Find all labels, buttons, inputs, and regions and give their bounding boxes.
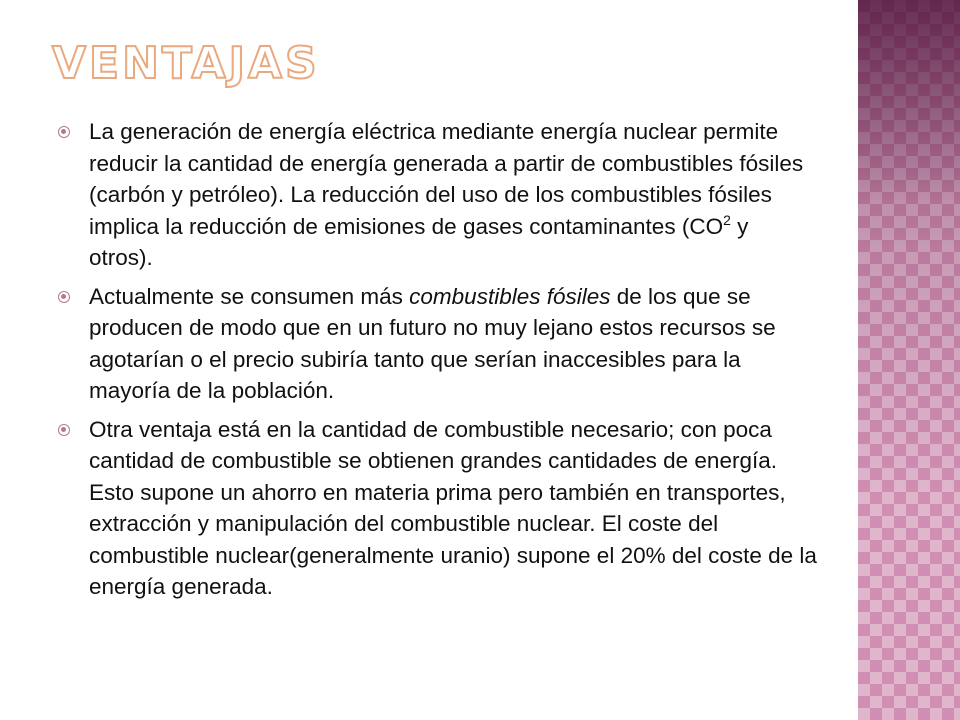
slide-title: VENTAJAS: [52, 38, 320, 89]
bullet-item: [58, 281, 818, 407]
bullet-text: y otros).: [89, 213, 749, 270]
emphasis-text: combustibles fósiles: [409, 283, 611, 309]
circle-bullet-icon: [58, 126, 70, 138]
subscript-text: 2: [723, 211, 731, 228]
bullet-item: [58, 116, 818, 274]
decorative-side-panel: [858, 0, 960, 720]
bullet-item: [58, 414, 818, 603]
bullet-text: Actualmente se consumen más: [89, 283, 410, 309]
bullet-text: La generación de energía eléctrica mediante energía nuclear permite reducir la cantidad de energía generada a partir de combustibles fósiles (carbón y petróleo). La reducción del uso de los combustibles fósiles implica la reducción de emisiones de gases contaminantes (CO: [89, 119, 804, 239]
circle-bullet-icon: [58, 424, 70, 436]
circle-bullet-icon: [58, 291, 70, 303]
bullet-list: [58, 116, 818, 610]
bullet-text: de los que se producen de modo que en un futuro no muy lejano estos recursos se agotarían o el precio subiría tanto que serían inaccesibles para la mayoría de la población.: [89, 283, 776, 403]
bullet-text: Otra ventaja está en la cantidad de combustible necesario; con poca cantidad de combustible se obtienen grandes cantidades de energía. Esto supone un ahorro en materia prima pero también en transportes, extracción y manipulación del combustible nuclear. El coste del combustible nuclear(generalmente uranio) supone el 20% del coste de la energía generada.: [89, 416, 817, 599]
